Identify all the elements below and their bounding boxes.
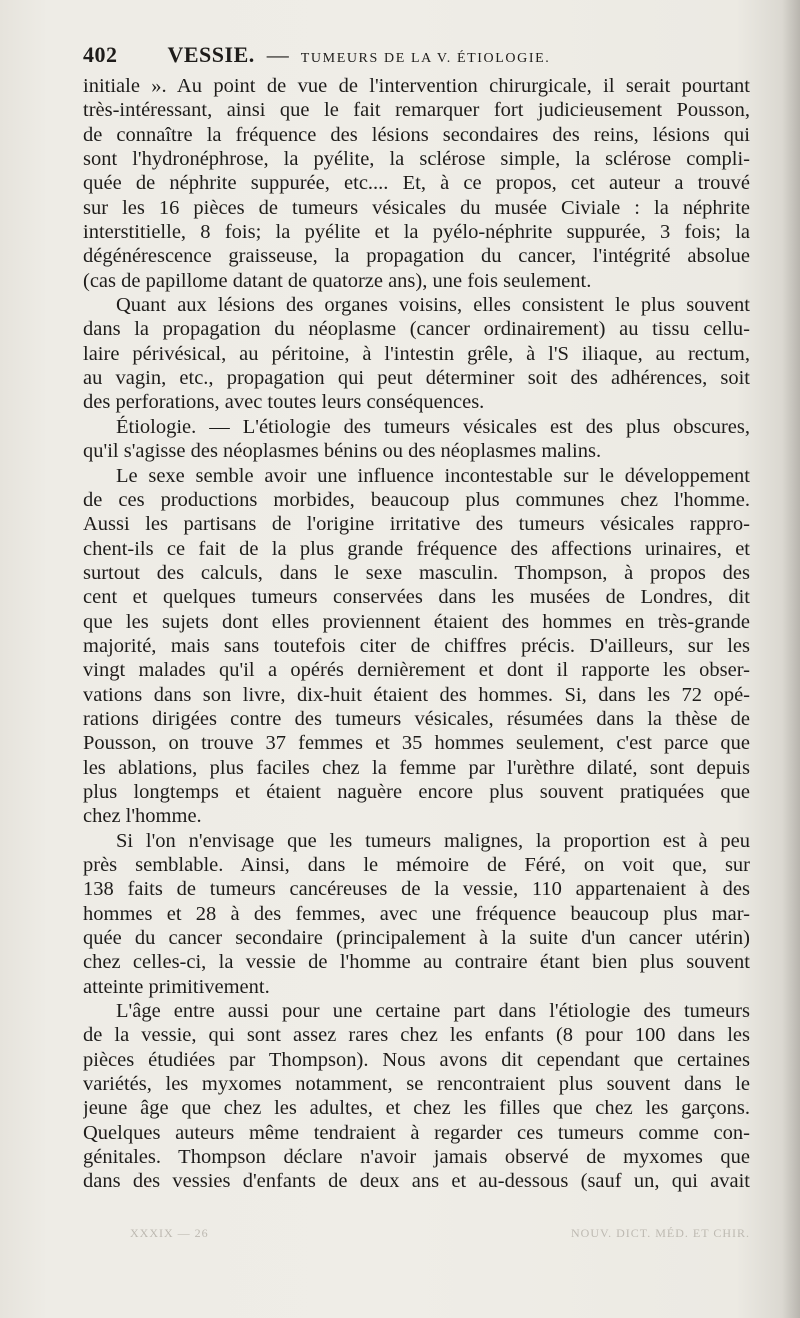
text-line: quée du cancer secondaire (principalement à la suite d'un cancer utérin) (83, 927, 750, 950)
text-line: dégénérescence graisseuse, la propagation du cancer, l'intégrité absolue (83, 245, 750, 268)
text-line: interstitielle, 8 fois; la pyélite et la pyélo-néphrite suppurée, 3 fois; la (83, 221, 750, 244)
text-line: majorité, mais sans toutefois citer de chiffres précis. D'ailleurs, sur les (83, 634, 750, 657)
text-line: Aussi les partisans de l'origine irritative des tumeurs vésicales rappro- (83, 513, 750, 536)
text-line: des perforations, avec toutes leurs conséquences. (83, 391, 485, 414)
text-line: les ablations, plus faciles chez la femme par l'urèthre dilaté, sont depuis (83, 756, 750, 779)
text-line: très-intéressant, ainsi que le fait remarquer fort judicieusement Pousson, (83, 99, 750, 122)
text-line: plus longtemps et étaient naguère encore plus souvent pratiquées que (83, 780, 750, 803)
text-line: Quelques auteurs même tendraient à regarder ces tumeurs comme con- (83, 1121, 750, 1144)
text-line: sont l'hydronéphrose, la pyélite, la sclérose simple, la sclérose compli- (83, 148, 750, 171)
text-line: (cas de papillome datant de quatorze ans), une fois seulement. (83, 269, 592, 292)
page-number: 402 (83, 42, 118, 67)
text-line: chent-ils ce fait de la plus grande fréquence des affections urinaires, et (83, 537, 750, 560)
text-line: au vagin, etc., propagation qui peut déterminer soit des adhérences, soit (83, 367, 750, 390)
footer-dictionary: NOUV. DICT. MÉD. ET CHIR. (570, 1226, 750, 1240)
running-head-title: VESSIE. (167, 42, 255, 67)
page-edge-shadow (782, 0, 800, 1318)
text-line: génitales. Thompson déclare n'avoir jamais observé de myxomes que (83, 1146, 750, 1169)
text-line: de connaître la fréquence des lésions secondaires des reins, lésions qui (83, 123, 750, 146)
text-line: de la vessie, qui sont assez rares chez les enfants (8 pour 100 dans les (83, 1024, 750, 1047)
running-head (83, 42, 753, 74)
text-line: variétés, les myxomes notamment, se rencontraient plus souvent dans le (83, 1073, 750, 1096)
text-line: Quant aux lésions des organes voisins, elles consistent le plus souvent (116, 294, 750, 317)
text-line: atteinte primitivement. (83, 975, 270, 998)
running-head-dash: — (266, 42, 289, 67)
text-line: dans la propagation du néoplasme (cancer ordinairement) au tissu cellu- (83, 318, 750, 341)
text-line: surtout des calculs, dans le sexe masculin. Thompson, à propos des (83, 561, 750, 584)
text-line: quée de néphrite suppurée, etc.... Et, à ce propos, cet auteur a trouvé (83, 172, 750, 195)
text-line: qu'il s'agisse des néoplasmes bénins ou des néoplasmes malins. (83, 440, 602, 463)
text-line: vations dans son livre, dix-huit étaient des hommes. Si, dans les 72 opé- (83, 683, 750, 706)
text-line: près semblable. Ainsi, dans le mémoire de Féré, on voit que, sur (83, 854, 750, 876)
text-line: initiale ». Au point de vue de l'intervention chirurgicale, il serait pourtant (83, 75, 750, 97)
text-line: jeune âge que chez les adultes, et chez les filles que chez les garçons. (83, 1097, 750, 1120)
text-line: chez l'homme. (83, 805, 202, 828)
text-line: rations dirigées contre des tumeurs vésicales, résumées dans la thèse de (83, 707, 750, 730)
body-text (83, 74, 750, 1194)
text-line: dans des vessies d'enfants de deux ans et au-dessous (sauf un, qui avait (83, 1170, 750, 1193)
text-line: que les sujets dont elles proviennent étaient des hommes en très-grande (83, 610, 750, 633)
text-line: vingt malades qu'il a opérés dernièrement et dont il rapporte les obser- (83, 659, 750, 682)
text-line: laire périvésical, au péritoine, à l'intestin grêle, à l'S iliaque, au rectum, (83, 342, 750, 365)
text-line: sur les 16 pièces de tumeurs vésicales du musée Civiale : la néphrite (83, 196, 750, 219)
footer-signature: XXXIX — 26 (130, 1226, 209, 1240)
text-line: hommes et 28 à des femmes, avec une fréquence beaucoup plus mar- (83, 902, 750, 925)
text-line: Étiologie. — L'étiologie des tumeurs vésicales est des plus obscures, (116, 415, 750, 438)
text-line: cent et quelques tumeurs conservées dans les musées de Londres, dit (83, 586, 750, 609)
text-line: Si l'on n'envisage que les tumeurs malignes, la proportion est à peu (116, 829, 750, 852)
text-line: chez celles-ci, la vessie de l'homme au contraire étant bien plus souvent (83, 951, 750, 974)
text-line: 138 faits de tumeurs cancéreuses de la vessie, 110 appartenaient à des (83, 878, 750, 901)
text-line: L'âge entre aussi pour une certaine part dans l'étiologie des tumeurs (116, 1000, 750, 1023)
text-line: de ces productions morbides, beaucoup plus communes chez l'homme. (83, 488, 750, 511)
running-head-subtitle: TUMEURS DE LA V. ÉTIOLOGIE. (300, 51, 551, 66)
page-footer (130, 1226, 750, 1248)
text-line: Le sexe semble avoir une influence incontestable sur le développement (116, 464, 750, 487)
text-line: pièces étudiées par Thompson). Nous avons dit cependant que certaines (83, 1048, 750, 1071)
text-line: Pousson, on trouve 37 femmes et 35 hommes seulement, c'est parce que (83, 732, 750, 755)
